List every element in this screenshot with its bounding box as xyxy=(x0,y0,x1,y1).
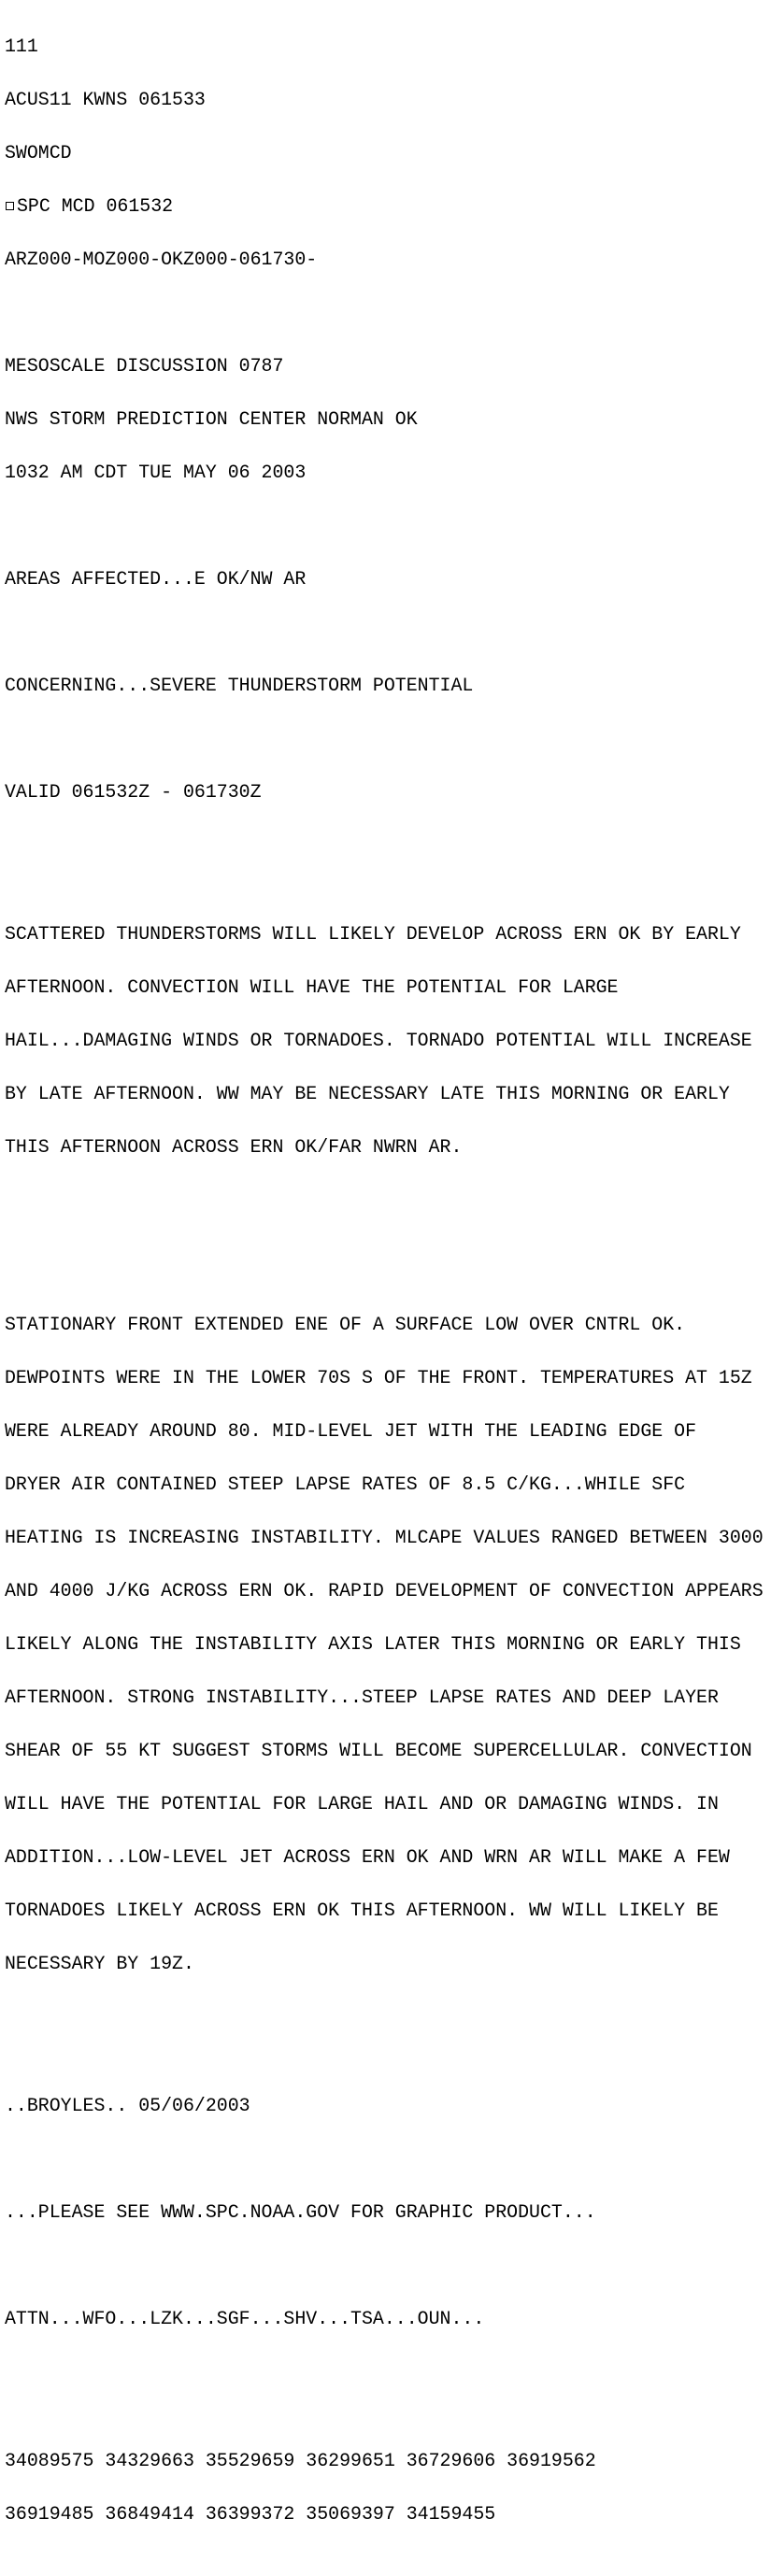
blank-line xyxy=(5,2150,764,2168)
discussion-line: STATIONARY FRONT EXTENDED ENE OF A SURFACE LOW OVER CNTRL OK. xyxy=(5,1314,686,1335)
discussion-line: LIKELY ALONG THE INSTABILITY AXIS LATER THIS MORNING OR EARLY THIS xyxy=(5,1633,741,1655)
control-char-box-icon xyxy=(6,202,14,210)
issue-time: 1032 AM CDT TUE MAY 06 2003 xyxy=(5,462,307,483)
issuing-office: NWS STORM PREDICTION CENTER NORMAN OK xyxy=(5,408,418,430)
summary-line: HAIL...DAMAGING WINDS OR TORNADOES. TORNADO POTENTIAL WILL INCREASE xyxy=(5,1030,752,1051)
discussion-title: MESOSCALE DISCUSSION 0787 xyxy=(5,355,284,377)
blank-line xyxy=(5,730,764,747)
attn-offices: ATTN...WFO...LZK...SGF...SHV...TSA...OUN... xyxy=(5,2308,485,2329)
graphic-product-note: ...PLEASE SEE WWW.SPC.NOAA.GOV FOR GRAPHIC PRODUCT... xyxy=(5,2201,596,2223)
coordinates-line: 34089575 34329663 35529659 36299651 36729606 36919562 xyxy=(5,2450,596,2471)
discussion-line: AND 4000 J/KG ACROSS ERN OK. RAPID DEVELOPMENT OF CONVECTION APPEARS xyxy=(5,1580,764,1601)
discussion-line: SHEAR OF 55 KT SUGGEST STORMS WILL BECOME SUPERCELLULAR. CONVECTION xyxy=(5,1740,752,1761)
header-line-4-text: SPC MCD 061532 xyxy=(17,195,174,217)
forecaster-signature: ..BROYLES.. 05/06/2003 xyxy=(5,2095,250,2116)
discussion-line: HEATING IS INCREASING INSTABILITY. MLCAPE VALUES RANGED BETWEEN 3000 xyxy=(5,1527,764,1548)
summary-line: BY LATE AFTERNOON. WW MAY BE NECESSARY LATE THIS MORNING OR EARLY xyxy=(5,1083,730,1104)
coordinates-block xyxy=(5,2416,764,2558)
discussion-paragraph xyxy=(5,1280,764,2008)
discussion-line: DEWPOINTS WERE IN THE LOWER 70S S OF THE FRONT. TEMPERATURES AT 15Z xyxy=(5,1367,752,1388)
mesoscale-discussion-document xyxy=(5,2,764,2576)
valid-time: VALID 061532Z - 061730Z xyxy=(5,781,262,803)
discussion-line: TORNADOES LIKELY ACROSS ERN OK THIS AFTERNOON. WW WILL LIKELY BE xyxy=(5,1900,719,1921)
areas-affected: AREAS AFFECTED...E OK/NW AR xyxy=(5,568,307,590)
blank-line xyxy=(5,623,764,641)
concerning: CONCERNING...SEVERE THUNDERSTORM POTENTIAL xyxy=(5,675,474,696)
coordinates-line: 36919485 36849414 36399372 35069397 34159455 xyxy=(5,2503,496,2525)
header-line-5: ARZ000-MOZ000-OKZ000-061730- xyxy=(5,249,318,270)
summary-line: SCATTERED THUNDERSTORMS WILL LIKELY DEVELOP ACROSS ERN OK BY EARLY xyxy=(5,923,741,945)
blank-line xyxy=(5,1227,764,1245)
blank-line xyxy=(5,304,764,321)
discussion-line: DRYER AIR CONTAINED STEEP LAPSE RATES OF 8.5 C/KG...WHILE SFC xyxy=(5,1473,686,1495)
header-line-1: 111 xyxy=(5,36,38,57)
summary-line: THIS AFTERNOON ACROSS ERN OK/FAR NWRN AR. xyxy=(5,1136,463,1158)
summary-paragraph xyxy=(5,890,764,1191)
blank-line xyxy=(5,2363,764,2381)
blank-line xyxy=(5,836,764,854)
header-line-4 xyxy=(5,197,764,215)
discussion-line: NECESSARY BY 19Z. xyxy=(5,1953,194,1974)
header-line-3: SWOMCD xyxy=(5,142,72,164)
summary-line: AFTERNOON. CONVECTION WILL HAVE THE POTENTIAL FOR LARGE xyxy=(5,976,619,998)
header-line-2: ACUS11 KWNS 061533 xyxy=(5,89,206,110)
blank-line xyxy=(5,2043,764,2061)
blank-line xyxy=(5,517,764,534)
discussion-line: WILL HAVE THE POTENTIAL FOR LARGE HAIL AND OR DAMAGING WINDS. IN xyxy=(5,1793,719,1815)
blank-line xyxy=(5,2256,764,2274)
discussion-line: WERE ALREADY AROUND 80. MID-LEVEL JET WITH THE LEADING EDGE OF xyxy=(5,1420,697,1442)
discussion-line: AFTERNOON. STRONG INSTABILITY...STEEP LAPSE RATES AND DEEP LAYER xyxy=(5,1686,719,1708)
discussion-line: ADDITION...LOW-LEVEL JET ACROSS ERN OK AND WRN AR WILL MAKE A FEW xyxy=(5,1846,730,1868)
